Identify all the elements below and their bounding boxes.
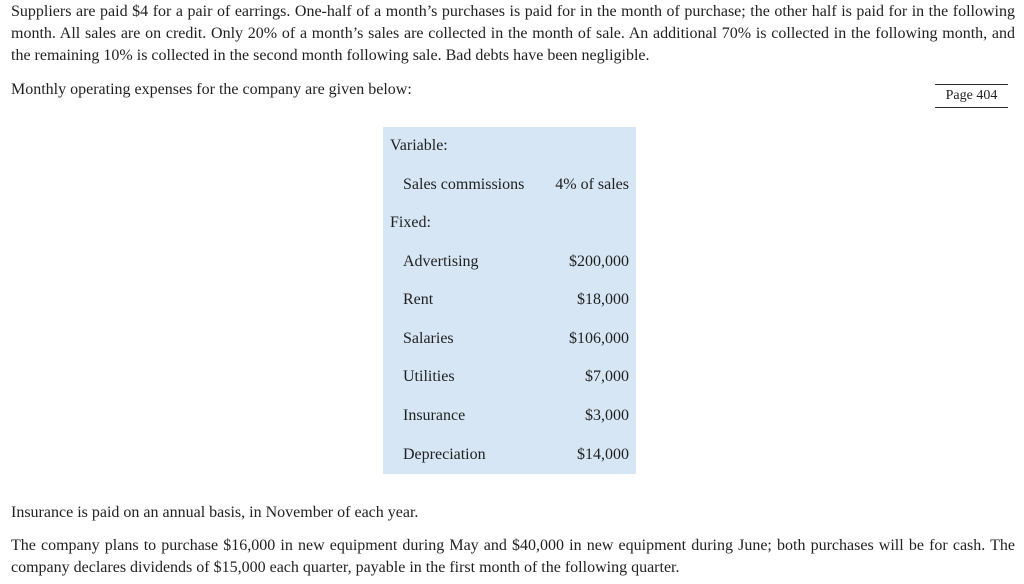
expense-row-salaries <box>383 328 636 350</box>
fixed-heading: Fixed: <box>390 214 431 231</box>
expense-label: Salaries <box>403 330 454 347</box>
expense-label: Utilities <box>403 368 455 385</box>
expenses-intro-paragraph: Monthly operating expenses for the company are given below: <box>11 81 412 98</box>
expense-value: $18,000 <box>577 291 629 308</box>
equipment-dividends-paragraph: The company plans to purchase $16,000 in new equipment during May and $40,000 in new equipment during June; both purchases will be for cash. The company declares dividends of $15,000 each quarter, payable in the first month of the following quarter. <box>11 537 1015 576</box>
expense-row-depreciation <box>383 444 636 466</box>
expense-label: Insurance <box>403 407 466 424</box>
expense-label: Sales commissions <box>403 176 525 193</box>
expense-value: $14,000 <box>577 446 629 463</box>
expense-value: 4% of sales <box>555 176 629 193</box>
expense-row-insurance <box>383 405 636 427</box>
expense-label: Depreciation <box>403 446 486 463</box>
expense-value: $106,000 <box>569 330 629 347</box>
page-number-marker: Page 404 <box>935 84 1008 108</box>
expense-row-rent <box>383 289 636 311</box>
operating-expenses-table <box>383 127 636 474</box>
variable-heading: Variable: <box>390 137 448 154</box>
expense-value: $3,000 <box>585 407 629 424</box>
expense-row-sales-commissions <box>383 174 636 196</box>
fixed-section-row <box>383 212 636 234</box>
expense-label: Advertising <box>403 253 479 270</box>
expense-row-advertising <box>383 251 636 273</box>
expense-row-utilities <box>383 366 636 388</box>
insurance-paragraph: Insurance is paid on an annual basis, in November of each year. <box>11 504 419 521</box>
expense-value: $200,000 <box>569 253 629 270</box>
expense-label: Rent <box>403 291 434 308</box>
variable-section-row <box>383 135 636 157</box>
expense-value: $7,000 <box>585 368 629 385</box>
suppliers-paragraph: Suppliers are paid $4 for a pair of earrings. One-half of a month’s purchases is paid for in the month of purchase; the other half is paid for in the following month. All sales are on credit. Only 20% of a month’s sales are collected in the month of sale. An additional 70% is collected in the following month, and the remaining 10% is collected in the second month following sale. Bad debts have been negligible. <box>11 3 1015 64</box>
